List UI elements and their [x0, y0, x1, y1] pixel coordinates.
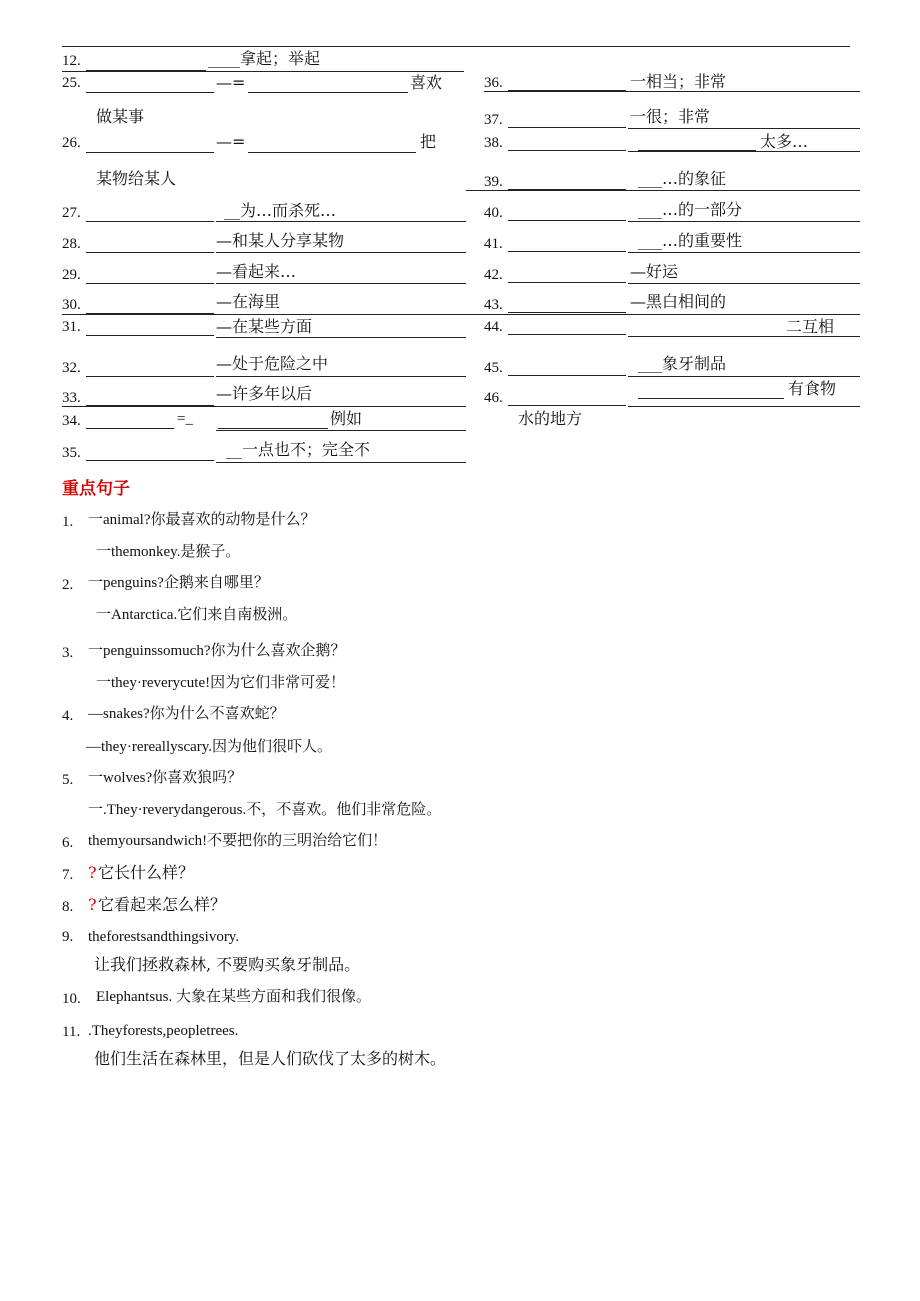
blank-42 [508, 282, 626, 283]
rule-30 [62, 314, 466, 315]
vocab-num-34: 34. [62, 413, 81, 429]
rule-29 [216, 283, 466, 284]
sentence-line1-4: —snakes?你为什么不喜欢蛇？ [88, 706, 285, 722]
blank-27 [86, 221, 214, 222]
vocab-def2-25: 喜欢 [410, 73, 443, 92]
sentence-num-10: 10. [62, 991, 81, 1007]
vocab-num-25: 25. [62, 75, 81, 91]
rule-38 [628, 151, 860, 152]
sentence-num-8: 8. [62, 899, 74, 915]
rule-35 [216, 462, 466, 463]
vocab-num-31: 31. [62, 319, 81, 335]
rule-36 [484, 91, 860, 92]
vocab-num-40: 40. [484, 205, 503, 221]
vocab-num-27: 27. [62, 205, 81, 221]
sentence-num-11: 11. [62, 1024, 81, 1040]
blank-26b [248, 152, 416, 153]
vocab-def-31: —在某些方面 [216, 317, 313, 336]
vocab-def-39: ___…的象征 [638, 169, 727, 188]
rule-42 [628, 283, 860, 284]
blank-46 [508, 405, 626, 406]
sentence-line1-3: 一penguinssomuch?你为什么喜欢企鹅？ [88, 643, 346, 659]
sentence-line1-2: 一penguins?企鹅来自哪里？ [88, 575, 269, 591]
sentence-line1-1: 一animal?你最喜欢的动物是什么？ [88, 512, 316, 528]
sentence-line2-9: 让我们拯救森林, 不要购买象牙制品。 [94, 955, 361, 974]
vocab-num-37: 37. [484, 112, 503, 128]
vocab-def-36: 一相当；非常 [630, 72, 727, 91]
sentence-line2-4: —they·rereallyscary.因为他们很吓人。 [86, 739, 333, 755]
blank-25 [86, 92, 214, 93]
vocab-def-34: 例如 [330, 409, 363, 428]
vocab-def-42: —好运 [630, 262, 679, 281]
rule-44 [628, 336, 860, 337]
rule-33 [62, 406, 466, 407]
vocab-cont-25: 做某事 [96, 107, 145, 126]
vocab-num-32: 32. [62, 360, 81, 376]
vocab-num-12: 12. [62, 53, 81, 69]
rule-43 [466, 314, 860, 315]
blank-45 [508, 375, 626, 376]
vocab-cont-46: 水的地方 [518, 409, 583, 428]
sentence-line2-5: 一.They·reverydangerous.不，不喜欢。他们非常危险。 [88, 802, 442, 818]
vocab-mid-34: =_ [177, 411, 193, 427]
sentence-num-9: 9. [62, 929, 74, 945]
vocab-num-46: 46. [484, 390, 503, 406]
sentence-num-1: 1. [62, 514, 74, 530]
sentence-line1-7: 它长什么样？ [98, 863, 195, 882]
vocab-def-41: ___…的重要性 [638, 231, 743, 250]
vocab-num-36: 36. [484, 75, 503, 91]
vocab-num-30: 30. [62, 297, 81, 313]
rule-12 [62, 71, 464, 72]
vocab-num-35: 35. [62, 445, 81, 461]
blank-26 [86, 152, 214, 153]
sentence-line1-5: 一wolves?你喜欢狼吗？ [88, 770, 243, 786]
vocab-num-45: 45. [484, 360, 503, 376]
sentence-line1-8: 它看起来怎么样？ [98, 895, 227, 914]
vocab-def-43: —黑白相间的 [630, 292, 727, 311]
sentence-line2-2: 一Antarctica.它们来自南极洲。 [96, 607, 298, 623]
vocab-num-29: 29. [62, 267, 81, 283]
rule-37 [628, 128, 860, 129]
vocab-def-33: —许多年以后 [216, 384, 313, 403]
blank-25b [248, 92, 408, 93]
vocab-def-38: 太多… [760, 132, 809, 151]
vocab-def-27: __为…而杀死… [224, 201, 337, 220]
blank-40 [508, 220, 626, 221]
sentence-line1-11: .Theyforests,peopletrees. [88, 1023, 239, 1039]
vocab-num-44: 44. [484, 319, 503, 335]
sentence-num-4: 4. [62, 708, 74, 724]
rule-31 [216, 337, 466, 338]
rule-32 [216, 376, 466, 377]
vocab-cont-26: 某物给某人 [96, 169, 177, 188]
section-title: 重点句子 [62, 479, 130, 499]
blank-34 [86, 428, 174, 429]
vocab-def-32: —处于危险之中 [216, 354, 329, 373]
blank-29 [86, 283, 214, 284]
rule-45 [628, 376, 860, 377]
sentence-line1-10: Elephantsus. 大象在某些方面和我们很像。 [96, 989, 371, 1005]
sentence-line1-9: theforestsandthingsivory. [88, 929, 240, 945]
vocab-def-46: 有食物 [788, 379, 837, 398]
blank-38 [508, 150, 626, 151]
rule-28 [216, 252, 466, 253]
rule-27 [216, 221, 466, 222]
sentence-line2-11: 他们生活在森林里，但是人们砍伐了太多的树木。 [94, 1049, 447, 1068]
rule-46 [628, 406, 860, 407]
vocab-def-28: —和某人分享某物 [216, 231, 345, 250]
blank-46b [638, 398, 784, 399]
sentence-num-3: 3. [62, 645, 74, 661]
blank-28 [86, 252, 214, 253]
rule-34 [216, 430, 466, 431]
blank-41 [508, 251, 626, 252]
vocab-def-29: —看起来… [216, 262, 297, 281]
vocab-def-26: —= [216, 132, 246, 151]
blank-34b [218, 428, 328, 429]
vocab-num-33: 33. [62, 390, 81, 406]
sentence-num-5: 5. [62, 772, 74, 788]
vocab-num-28: 28. [62, 236, 81, 252]
sentence-line2-1: 一themonkey.是猴子。 [96, 544, 241, 560]
vocab-num-42: 42. [484, 267, 503, 283]
vocab-def2-26: 把 [420, 132, 437, 151]
top-rule [62, 46, 850, 47]
sentence-num-2: 2. [62, 577, 74, 593]
vocab-num-39: 39. [484, 174, 503, 190]
sentence-mark-8: ? [88, 895, 97, 914]
vocab-def-30: —在海里 [216, 292, 281, 311]
sentence-mark-7: ? [88, 863, 97, 882]
rule-40 [628, 221, 860, 222]
vocab-num-41: 41. [484, 236, 503, 252]
vocab-def-40: ___…的一部分 [638, 200, 743, 219]
sentence-num-7: 7. [62, 867, 74, 883]
rule-41 [628, 252, 860, 253]
blank-43 [508, 312, 626, 313]
vocab-def-12: ____拿起；举起 [208, 49, 321, 68]
blank-37 [508, 127, 626, 128]
blank-35 [86, 460, 214, 461]
vocab-num-38: 38. [484, 135, 503, 151]
vocab-def-35: __一点也不；完全不 [226, 440, 371, 459]
rule-39 [466, 190, 860, 191]
sentence-line1-6: themyoursandwich!不要把你的三明治给它们！ [88, 833, 388, 849]
blank-31 [86, 335, 214, 336]
vocab-def-45: ___象牙制品 [638, 354, 727, 373]
vocab-num-26: 26. [62, 135, 81, 151]
blank-44 [508, 334, 626, 335]
blank-32 [86, 376, 214, 377]
vocab-def-37: 一很；非常 [630, 107, 711, 126]
vocab-num-43: 43. [484, 297, 503, 313]
vocab-def-25: —= [216, 73, 246, 92]
sentence-line2-3: 一they·reverycute!因为它们非常可爱！ [96, 675, 346, 691]
sentence-num-6: 6. [62, 835, 74, 851]
vocab-def-44: 二互相 [786, 317, 835, 336]
